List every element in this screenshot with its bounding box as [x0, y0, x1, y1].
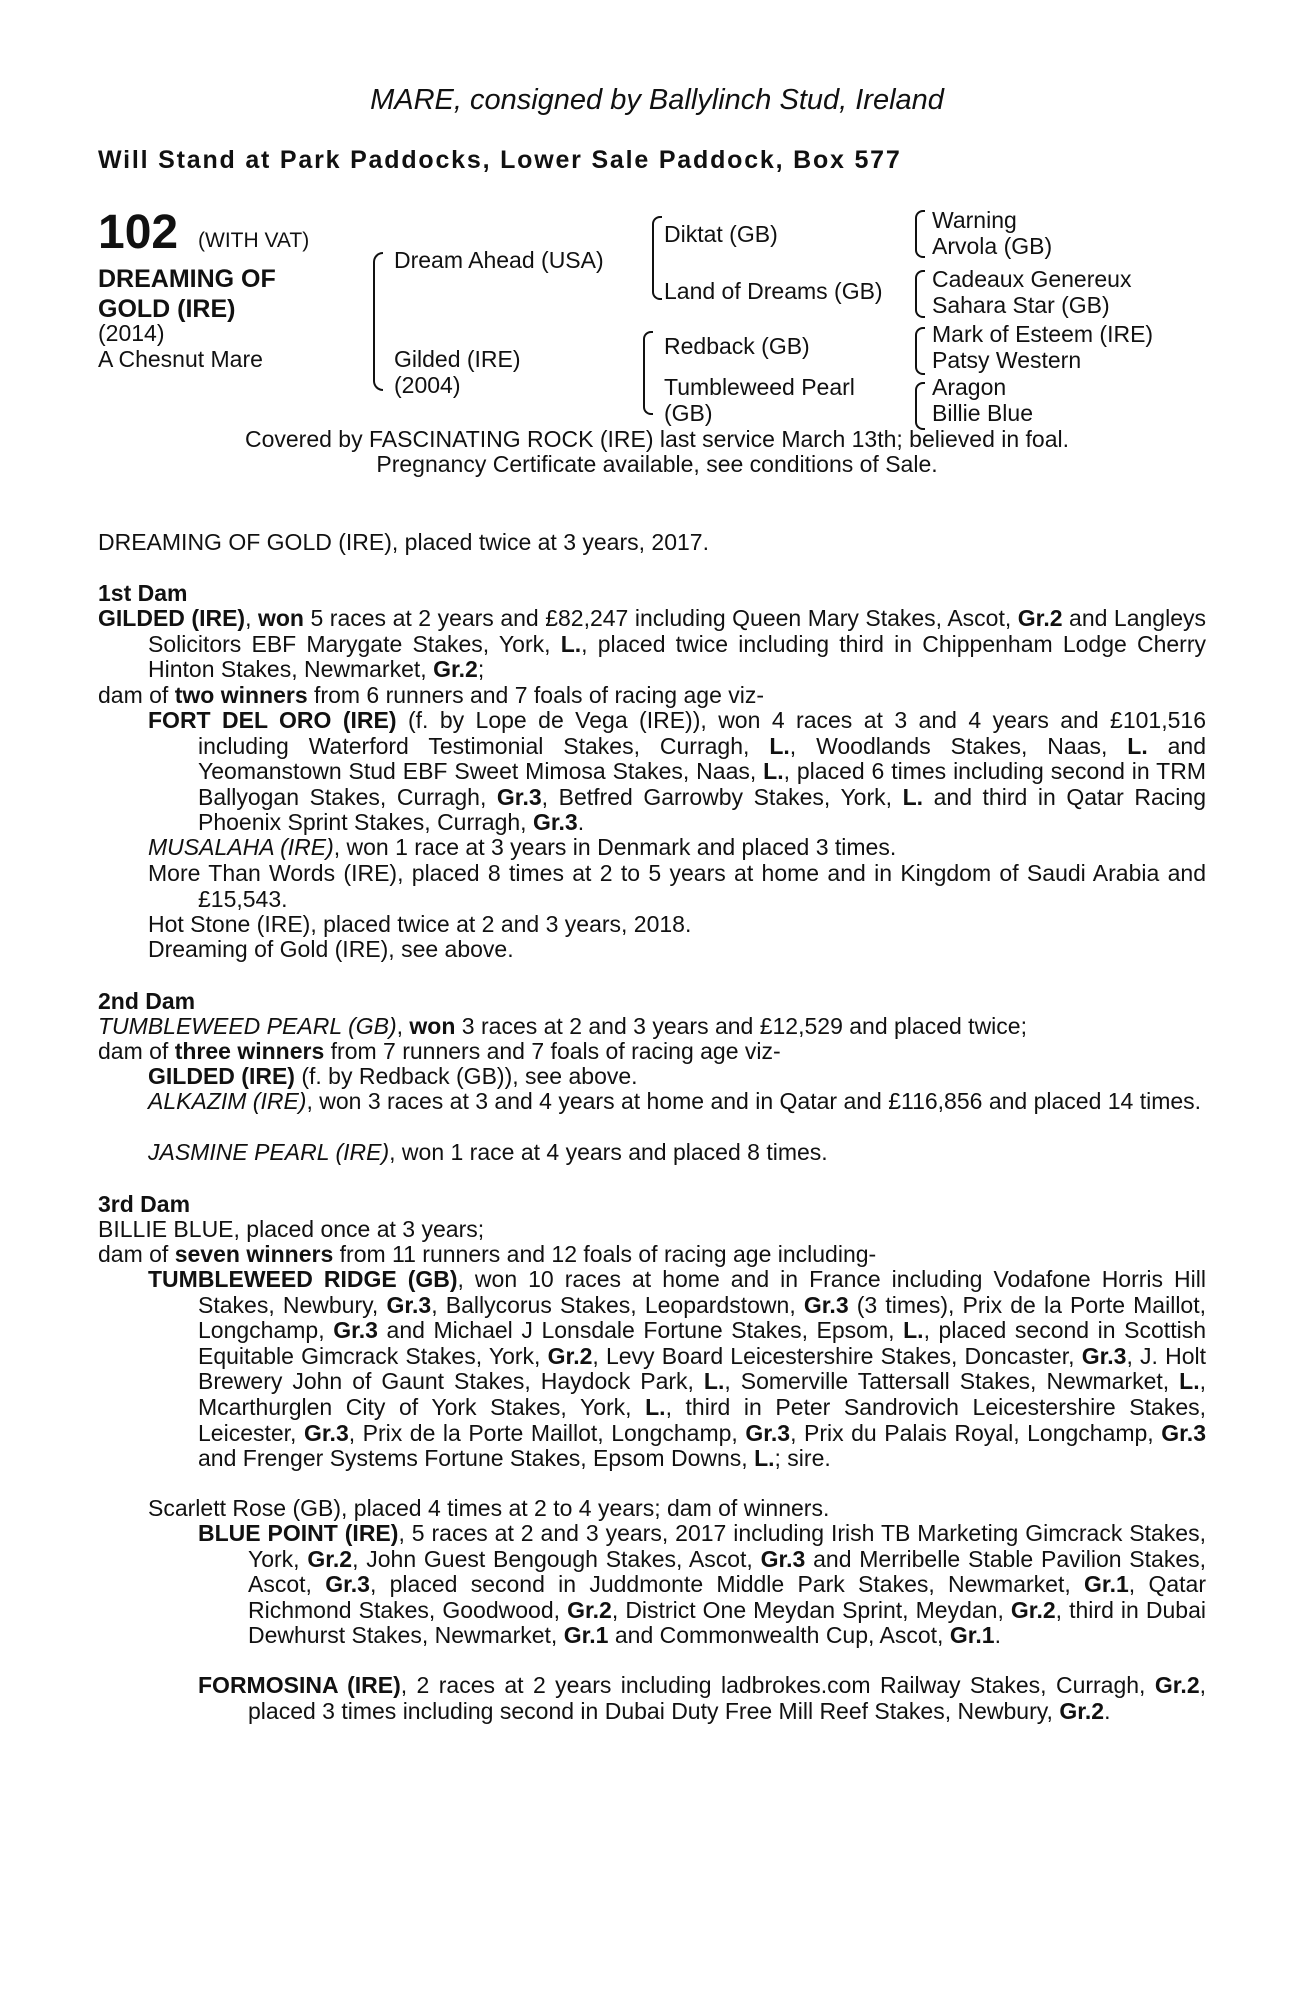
- grade-label: Gr.2: [1010, 1596, 1056, 1623]
- progeny-formosina: [198, 1673, 1206, 1724]
- pedigree-g5: Mark of Esteem (IRE): [932, 321, 1154, 347]
- progeny-alkazim: [148, 1089, 1206, 1115]
- text-run: and Yeomanstown Stud EBF Sweet Mimosa Stakes, Naas,: [198, 732, 1207, 785]
- second-dam-record: TUMBLEWEED PEARL (GB), won 3 races at 2 and 3 years and £12,529 and placed twice;: [98, 1013, 1027, 1039]
- grade-label: Gr.2: [547, 1342, 593, 1369]
- text-run: , Woodlands Stakes, Naas,: [789, 732, 1128, 759]
- text-run: , John Guest Bengough Stakes, Ascot,: [352, 1545, 761, 1572]
- text-run: ; sire.: [774, 1445, 831, 1472]
- listed-label: L.: [754, 1445, 775, 1472]
- first-dam-produce-summary: [98, 683, 1206, 709]
- text-run: , District One Meydan Sprint, Meydan,: [611, 1596, 1011, 1623]
- summary-line: DREAMING OF GOLD (IRE), placed twice at 3 years, 2017.: [98, 529, 709, 555]
- page-title: MARE, consigned by Ballylinch Stud, Ireland: [370, 84, 944, 116]
- grade-label: Gr.2: [433, 656, 478, 683]
- grade-label: Gr.1: [949, 1622, 995, 1649]
- text-run: , won 10 races at home and in France including Vodafone Horris Hill Stakes, Newbury,: [198, 1266, 1206, 1318]
- text-run: , won 1 race at 4 years and placed 8 times.: [389, 1139, 828, 1165]
- text-run: , Prix du Palais Royal, Longchamp,: [790, 1419, 1162, 1446]
- text-run: , Ballycorus Stakes, Leopardstown,: [431, 1291, 804, 1318]
- text-run: 3 races at 2 and 3 years and £12,529 and placed twice;: [455, 1013, 1027, 1039]
- progeny-name: JASMINE PEARL (IRE): [148, 1139, 390, 1165]
- pedigree-brace-g12: [915, 210, 925, 258]
- third-dam-record: BILLIE BLUE, placed once at 3 years;: [98, 1216, 485, 1242]
- pedigree-dam-line2: (2004): [394, 372, 461, 398]
- progeny-name: FORMOSINA (IRE): [198, 1672, 401, 1698]
- grade-label: Gr.3: [333, 1317, 378, 1344]
- text-run: and Michael J Lonsdale Fortune Stakes, Epsom,: [377, 1317, 904, 1344]
- text-run: and third in Qatar Racing Phoenix Sprint Stakes, Curragh,: [198, 783, 1206, 836]
- text-run: dam of: [98, 1038, 175, 1064]
- first-dam-record: GILDED (IRE), won 5 races at 2 years and £82,247 including Queen Mary Stakes, Ascot, Gr.2 and Langleys Solicitors EBF Marygate Stakes, York, L., placed twice including third in Chippenham Lodge Cherry Hinton Stakes, Newmarket, Gr.2;: [98, 605, 1206, 683]
- pedigree-sire: Dream Ahead (USA): [394, 247, 604, 273]
- text-run: , placed second in Juddmonte Middle Park Stakes, Newmarket,: [369, 1571, 1085, 1598]
- horse-name-line2: GOLD (IRE): [98, 295, 236, 323]
- pedigree-brace-g34: [915, 270, 925, 318]
- text-run: , Mcarthurglen City of York Stakes, York,: [198, 1368, 1206, 1420]
- text-run: dam of: [98, 1241, 175, 1267]
- grade-label: Gr.1: [563, 1622, 609, 1649]
- text-run: dam of: [98, 682, 175, 708]
- text-run: , Qatar Richmond Stakes, Goodwood,: [248, 1571, 1206, 1623]
- pedigree-dam-sire: Redback (GB): [664, 333, 810, 359]
- text-run: , placed second in Scottish Equitable Gimcrack Stakes, York,: [198, 1317, 1206, 1369]
- progeny-fort-del-oro: [148, 708, 1206, 836]
- text-run: from 6 runners and 7 foals of racing age viz-: [307, 682, 765, 708]
- progeny-musalaha: [148, 835, 1206, 861]
- text-run: , J. Holt Brewery John of Gaunt Stakes, Haydock Park,: [198, 1342, 1207, 1395]
- text-run: , won 1 race at 3 years in Denmark and placed 3 times.: [333, 834, 897, 860]
- progeny-name: MUSALAHA (IRE): [148, 834, 334, 860]
- progeny-tumbleweed-ridge: [148, 1267, 1206, 1472]
- text-run: , 5 races at 2 and 3 years, 2017 including Irish TB Marketing Gimcrack Stakes, York,: [248, 1520, 1206, 1572]
- text-run: 5 races at 2 years and £82,247 including Queen Mary Stakes, Ascot,: [303, 605, 1018, 631]
- progeny-jasmine-pearl: [148, 1140, 1206, 1166]
- pedigree-brace-g78: [915, 382, 925, 430]
- listed-label: L.: [645, 1393, 666, 1420]
- progeny-gilded: [148, 1064, 1206, 1090]
- text-run: and Langleys Solicitors EBF Marygate Stakes, York,: [148, 605, 1206, 657]
- progeny-name: ALKAZIM (IRE): [148, 1088, 307, 1114]
- grade-label: Gr.2: [1017, 605, 1063, 631]
- covered-note: Covered by FASCINATING ROCK (IRE) last service March 13th; believed in foal.: [244, 426, 1070, 452]
- grade-label: Gr.3: [532, 809, 578, 836]
- horse-name-line1: DREAMING OF: [98, 265, 276, 293]
- grade-label: Gr.3: [1081, 1342, 1127, 1369]
- text-run: , Prix de la Porte Maillot, Longchamp,: [348, 1419, 746, 1446]
- pregnancy-note: Pregnancy Certificate available, see conditions of Sale.: [376, 451, 938, 477]
- horse-name: [98, 264, 338, 324]
- winners-count: seven winners: [174, 1241, 334, 1267]
- pedigree-g4: Sahara Star (GB): [932, 292, 1110, 318]
- pedigree-brace-dam: [643, 331, 653, 415]
- pedigree-dam-dam-line2: (GB): [664, 400, 713, 426]
- second-dam-name: TUMBLEWEED PEARL (GB): [98, 1013, 397, 1039]
- listed-label: L.: [903, 1317, 924, 1344]
- grade-label: Gr.3: [496, 783, 542, 810]
- text-run: (3 times), Prix de la Porte Maillot, Longchamp,: [198, 1291, 1207, 1344]
- pedigree-g8: Billie Blue: [932, 400, 1033, 426]
- grade-label: Gr.3: [303, 1419, 349, 1446]
- won-label: won: [257, 605, 304, 631]
- grade-label: Gr.3: [1161, 1419, 1206, 1446]
- text-run: .: [577, 809, 585, 836]
- text-run: and Merribelle Stable Pavilion Stakes, Ascot,: [248, 1545, 1206, 1598]
- pedigree-sire-sire: Diktat (GB): [664, 221, 778, 247]
- listed-label: L.: [902, 783, 924, 810]
- grade-label: Gr.2: [567, 1596, 612, 1623]
- text-run: , Betfred Garrowby Stakes, York,: [541, 783, 903, 810]
- vat-note: (WITH VAT): [198, 229, 310, 252]
- progeny-blue-point: [198, 1521, 1206, 1649]
- grade-label: Gr.2: [1154, 1672, 1200, 1698]
- grade-label: Gr.3: [325, 1571, 370, 1598]
- grade-label: Gr.2: [307, 1545, 353, 1572]
- listed-label: L.: [763, 758, 784, 785]
- grade-label: Gr.3: [745, 1419, 791, 1446]
- listed-label: L.: [560, 630, 582, 657]
- text-run: from 11 runners and 12 foals of racing age including-: [333, 1241, 877, 1267]
- grade-label: Gr.3: [760, 1545, 806, 1572]
- pedigree-brace-g56: [915, 327, 925, 375]
- text-run: (f. by Lope de Vega (IRE)), won 4 races at 3 and 4 years and £101,516 including Waterford Testimonial Stakes, Curragh,: [198, 707, 1206, 759]
- progeny-name: GILDED (IRE): [148, 1063, 295, 1089]
- text-run: .: [994, 1622, 1001, 1649]
- first-dam-heading: 1st Dam: [98, 580, 188, 606]
- text-run: , third in Peter Sandrovich Leicestershire Stakes, Leicester,: [198, 1393, 1207, 1446]
- progeny-more-than-words: More Than Words (IRE), placed 8 times at 2 to 5 years at home and in Kingdom of Saudi Arabia and £15,543.: [148, 860, 1206, 912]
- text-run: and Commonwealth Cup, Ascot,: [608, 1622, 950, 1649]
- third-dam-produce-summary: [98, 1242, 1206, 1268]
- third-dam-heading: 3rd Dam: [98, 1191, 191, 1217]
- listed-label: L.: [1179, 1368, 1200, 1395]
- pedigree-brace-sire: [652, 216, 662, 300]
- pedigree-g6: Patsy Western: [932, 347, 1082, 373]
- grade-label: Gr.2: [1059, 1697, 1105, 1724]
- progeny-hot-stone: Hot Stone (IRE), placed twice at 2 and 3 years, 2018.: [148, 911, 692, 937]
- progeny-name: TUMBLEWEED RIDGE (GB): [148, 1266, 458, 1292]
- grade-label: Gr.3: [386, 1291, 432, 1318]
- text-run: ;: [477, 656, 485, 683]
- winners-count: two winners: [174, 682, 308, 708]
- lot-number: 102: [98, 206, 179, 259]
- horse-description: A Chesnut Mare: [98, 346, 263, 372]
- listed-label: L.: [1127, 732, 1148, 759]
- text-run: .: [1104, 1697, 1111, 1724]
- stand-location: Will Stand at Park Paddocks, Lower Sale Paddock, Box 577: [98, 146, 902, 174]
- progeny-name: FORT DEL ORO (IRE): [148, 707, 397, 733]
- text-run: , Levy Board Leicestershire Stakes, Doncaster,: [592, 1342, 1082, 1369]
- pedigree-dam-dam-line1: Tumbleweed Pearl: [664, 374, 855, 400]
- pedigree-g2: Arvola (GB): [932, 233, 1053, 259]
- progeny-scarlett-rose: Scarlett Rose (GB), placed 4 times at 2 to 4 years; dam of winners.: [148, 1495, 830, 1521]
- text-run: and Frenger Systems Fortune Stakes, Epsom Downs,: [198, 1445, 755, 1472]
- text-run: , placed 3 times including second in Dubai Duty Free Mill Reef Stakes, Newbury,: [248, 1672, 1207, 1724]
- pedigree-g7: Aragon: [932, 374, 1007, 400]
- listed-label: L.: [769, 732, 790, 759]
- progeny-dreaming-of-gold: Dreaming of Gold (IRE), see above.: [148, 936, 514, 962]
- text-run: , won 3 races at 3 and 4 years at home and in Qatar and £116,856 and placed 14 times.: [306, 1088, 1202, 1114]
- second-dam-heading: 2nd Dam: [98, 988, 196, 1014]
- pedigree-g1: Warning: [932, 207, 1017, 233]
- pedigree-g3: Cadeaux Genereux: [932, 266, 1132, 292]
- won-label: won: [409, 1013, 456, 1039]
- text-run: from 7 runners and 7 foals of racing age viz-: [324, 1038, 781, 1064]
- text-run: , 2 races at 2 years including ladbrokes.com Railway Stakes, Curragh,: [400, 1672, 1155, 1698]
- pedigree-dam-line1: Gilded (IRE): [394, 346, 521, 372]
- second-dam-produce-summary: [98, 1039, 1206, 1065]
- text-run: , Somerville Tattersall Stakes, Newmarket,: [724, 1368, 1180, 1395]
- text-run: , placed 6 times including second in TRM Ballyogan Stakes, Curragh,: [198, 758, 1206, 810]
- first-dam-name: GILDED (IRE): [98, 605, 246, 631]
- text-run: , placed twice including third in Chippenham Lodge Cherry Hinton Stakes, Newmarket,: [148, 630, 1206, 683]
- progeny-name: BLUE POINT (IRE): [198, 1520, 399, 1546]
- pedigree-sire-dam: Land of Dreams (GB): [664, 278, 883, 304]
- grade-label: Gr.3: [803, 1291, 849, 1318]
- pedigree-brace-gen1: [373, 252, 383, 391]
- grade-label: Gr.1: [1084, 1571, 1129, 1598]
- horse-year: (2014): [98, 320, 165, 346]
- winners-count: three winners: [174, 1038, 325, 1064]
- text-run: , third in Dubai Dewhurst Stakes, Newmarket,: [248, 1596, 1206, 1649]
- listed-label: L.: [703, 1368, 725, 1395]
- text-run: (f. by Redback (GB)), see above.: [294, 1063, 638, 1089]
